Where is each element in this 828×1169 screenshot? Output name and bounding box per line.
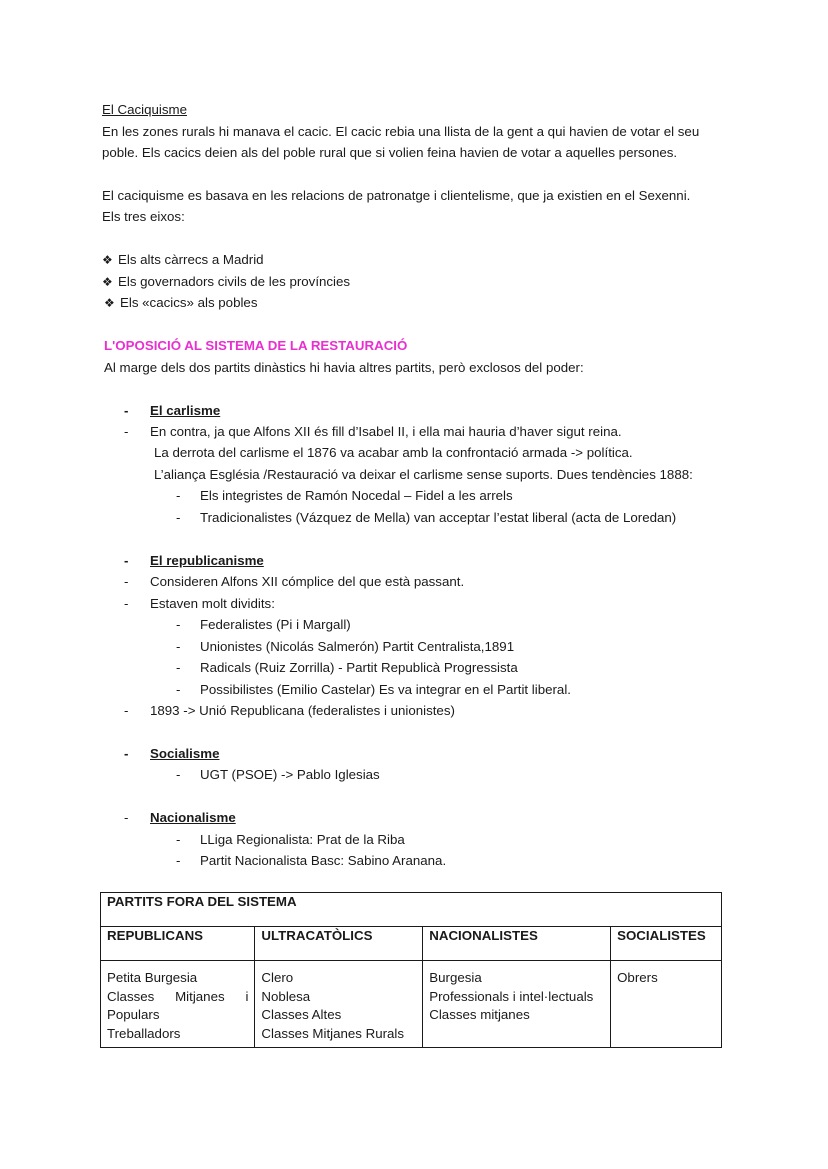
column-header: REPUBLICANS <box>101 927 255 961</box>
paragraph-line: El caciquisme es basava en les relacions de patronatge i clientelisme, que ja existien en el Sexenni. <box>102 188 691 203</box>
column-header: ULTRACATÒLICS <box>255 927 423 961</box>
dash-marker: - <box>124 574 129 589</box>
diamond-bullet-icon: ❖ <box>102 253 113 267</box>
table-header-row <box>101 927 722 961</box>
dash-marker: - <box>124 424 129 439</box>
cell-line: Treballadors <box>107 1025 181 1041</box>
table-row <box>101 961 722 1048</box>
dash-marker: - <box>124 810 129 825</box>
table-cell-socialistes <box>611 961 722 1048</box>
subsection-title-nacionalisme: Nacionalisme <box>150 810 236 825</box>
section-heading-oposicio: L'OPOSICIÓ AL SISTEMA DE LA RESTAURACIÓ <box>104 338 408 353</box>
dash-marker: - <box>176 617 181 632</box>
section-title-caciquisme: El Caciquisme <box>102 102 187 117</box>
bullet-item <box>102 249 264 272</box>
bullet-item <box>102 271 350 294</box>
list-item: Els integristes de Ramón Nocedal – Fidel a les arrels <box>200 488 513 503</box>
dash-marker: - <box>176 853 181 868</box>
paragraph-line: poble. Els cacics deien als del poble rural que si volien feina havien de votar a aquelles persones. <box>102 145 678 160</box>
cell-line: Classes mitjanes <box>429 1007 530 1023</box>
paragraph-line: Al marge dels dos partits dinàstics hi havia altres partits, però exclosos del poder: <box>104 360 584 375</box>
cell-line: Obrers <box>617 970 658 985</box>
parties-table <box>100 892 722 1048</box>
bullet-item <box>104 292 257 315</box>
dash-marker: - <box>176 767 181 782</box>
table-cell-nacionalistes <box>423 961 611 1048</box>
subsection-title-carlisme: El carlisme <box>150 403 221 418</box>
table-title-row <box>101 893 722 927</box>
table-cell-ultracatolics <box>255 961 423 1048</box>
cell-word: Classes <box>107 988 155 1004</box>
dash-marker: - <box>124 596 129 611</box>
column-header: NACIONALISTES <box>423 927 611 961</box>
dash-marker: - <box>124 746 129 761</box>
paragraph-line: Els tres eixos: <box>102 209 185 224</box>
paragraph-line: L’aliança Església /Restauració va deixar el carlisme sense suports. Dues tendències 1888: <box>154 467 693 482</box>
dash-marker: - <box>124 703 129 718</box>
paragraph-line: Consideren Alfons XII cómplice del que està passant. <box>150 574 465 589</box>
dash-marker: - <box>124 553 129 568</box>
cell-line-justified <box>107 988 248 1007</box>
table-title: PARTITS FORA DEL SISTEMA <box>101 893 722 927</box>
subsection-title-republicanisme: El republicanisme <box>150 553 264 568</box>
cell-line: Noblesa <box>261 988 311 1004</box>
cell-line: Petita Burgesia <box>107 970 198 985</box>
cell-line: Professionals i intel·lectuals <box>429 988 594 1004</box>
dash-marker: - <box>176 639 181 654</box>
cell-line: Clero <box>261 970 294 985</box>
dash-marker: - <box>176 510 181 525</box>
cell-word: Mitjanes <box>175 988 225 1004</box>
list-item: Possibilistes (Emilio Castelar) Es va integrar en el Partit liberal. <box>200 682 571 697</box>
dash-marker: - <box>124 403 129 418</box>
paragraph-line: Estaven molt dividits: <box>150 596 275 611</box>
list-item: LLiga Regionalista: Prat de la Riba <box>200 832 405 847</box>
list-item: UGT (PSOE) -> Pablo Iglesias <box>200 767 380 782</box>
paragraph-line: La derrota del carlisme el 1876 va acabar amb la confrontació armada -> política. <box>154 445 633 460</box>
bullet-text: Els governadors civils de les províncies <box>118 274 351 289</box>
cell-line: Classes Mitjanes Rurals <box>261 1025 405 1041</box>
paragraph-line: En contra, ja que Alfons XII és fill d’Isabel II, i ella mai hauria d’haver sigut reina. <box>150 424 622 439</box>
list-item: Federalistes (Pi i Margall) <box>200 617 351 632</box>
dash-marker: - <box>176 832 181 847</box>
dash-marker: - <box>176 488 181 503</box>
cell-word: i <box>245 988 249 1004</box>
paragraph-line: En les zones rurals hi manava el cacic. El cacic rebia una llista de la gent a qui havien de votar el seu <box>102 124 700 139</box>
list-item: Tradicionalistes (Vázquez de Mella) van acceptar l’estat liberal (acta de Loredan) <box>200 510 677 525</box>
cell-line: Classes Altes <box>261 1007 342 1023</box>
list-item: Partit Nacionalista Basc: Sabino Aranana. <box>200 853 447 868</box>
cell-line: Populars <box>107 1007 160 1023</box>
dash-marker: - <box>176 682 181 697</box>
list-item: Unionistes (Nicolás Salmerón) Partit Centralista,1891 <box>200 639 515 654</box>
diamond-bullet-icon: ❖ <box>104 296 115 310</box>
table-cell-republicans <box>101 961 255 1048</box>
cell-line: Burgesia <box>429 970 482 985</box>
paragraph-line: 1893 -> Unió Republicana (federalistes i unionistes) <box>150 703 455 718</box>
bullet-text: Els «cacics» als pobles <box>120 295 258 310</box>
list-item: Radicals (Ruiz Zorrilla) - Partit Republicà Progressista <box>200 660 518 675</box>
subsection-title-socialisme: Socialisme <box>150 746 220 761</box>
column-header: SOCIALISTES <box>611 927 722 961</box>
bullet-text: Els alts càrrecs a Madrid <box>118 252 264 267</box>
dash-marker: - <box>176 660 181 675</box>
diamond-bullet-icon: ❖ <box>102 275 113 289</box>
